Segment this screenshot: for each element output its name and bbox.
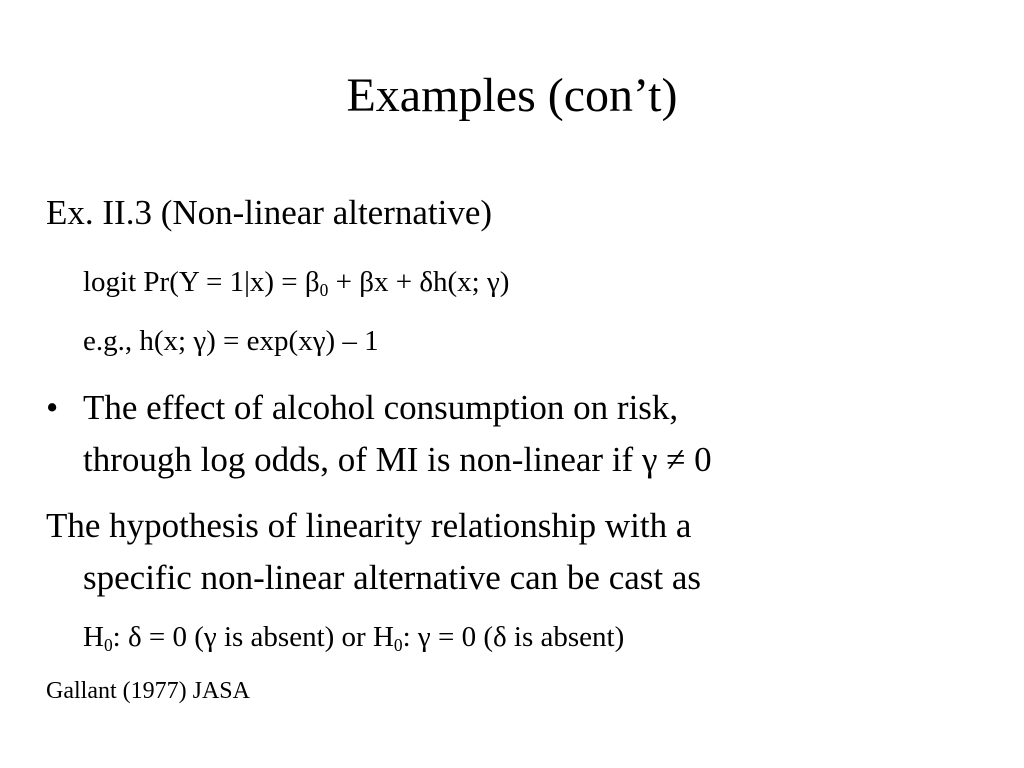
bullet-text <box>83 382 712 486</box>
bullet-marker: • <box>46 388 59 427</box>
paragraph-line-2: specific non-linear alternative can be cast as <box>83 558 702 597</box>
bullet-line-2: through log odds, of MI is non-linear if γ ≠ 0 <box>83 440 712 479</box>
hypothesis-paragraph <box>46 500 701 604</box>
hypothesis-part-2: : γ = 0 (δ is absent) <box>402 621 625 653</box>
example-function: e.g., h(x; γ) = exp(xγ) – 1 <box>83 325 379 357</box>
paragraph-line-1: The hypothesis of linearity relationship with a <box>46 506 692 545</box>
reference-citation: Gallant (1977) JASA <box>46 678 250 704</box>
slide-title: Examples (con’t) <box>346 69 678 122</box>
h0-subscript-1: 0 <box>103 635 113 656</box>
example-heading: Ex. II.3 (Non-linear alternative) <box>46 193 493 232</box>
hypothesis-statement <box>83 617 624 657</box>
model-equation-rhs: + βx + δh(x; γ) <box>328 266 510 298</box>
model-equation <box>83 262 509 302</box>
model-equation-lhs: logit Pr(Y = 1|x) = β <box>83 266 320 298</box>
bullet-line-1: The effect of alcohol consumption on risk, <box>83 388 679 427</box>
h0-symbol-1: H <box>83 621 104 653</box>
beta-subscript: 0 <box>319 280 329 301</box>
hypothesis-part-1: : δ = 0 (γ is absent) or H <box>112 621 394 653</box>
h0-subscript-2: 0 <box>393 635 403 656</box>
